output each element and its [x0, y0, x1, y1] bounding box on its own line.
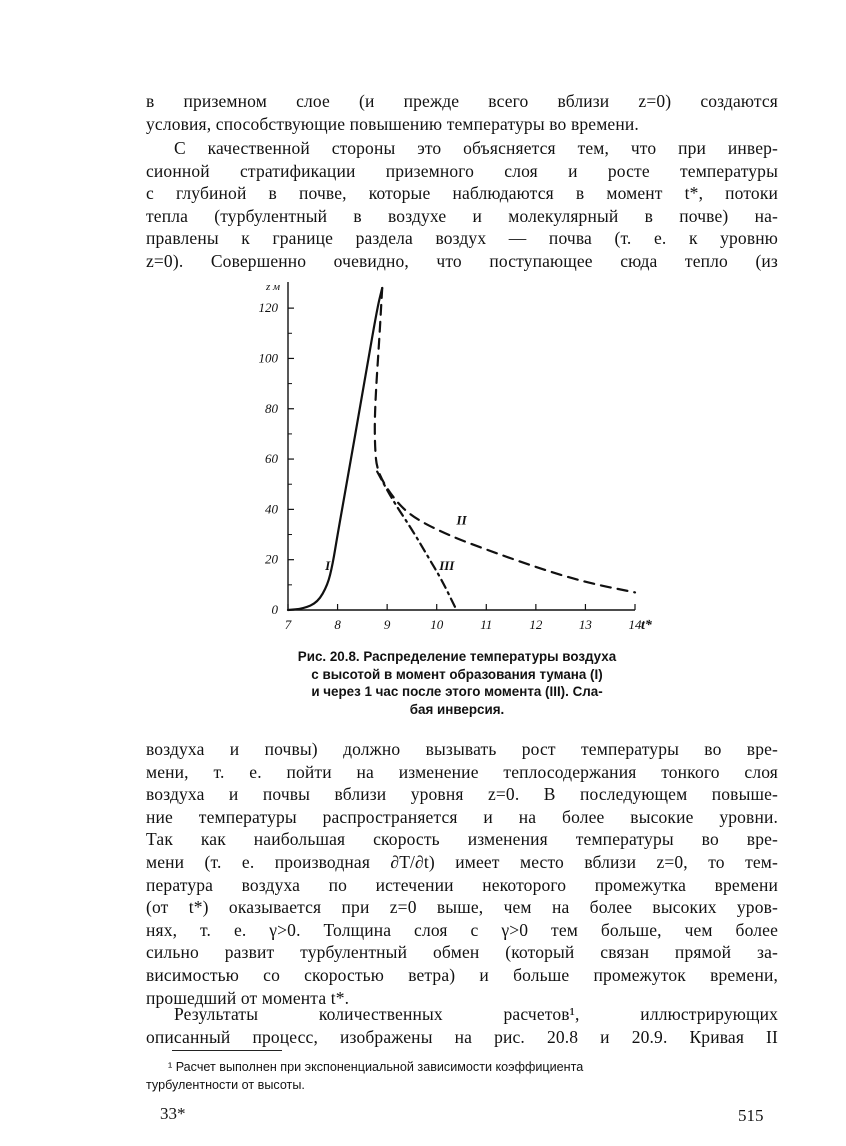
text-line: правлены к границе раздела воздух — почва (т. е. к уровню	[146, 228, 778, 249]
text-line: в приземном слое (и прежде всего вблизи z=0) создаются	[146, 91, 778, 111]
text-line: описанный процесс, изображены на рис. 20.8 и 20.9. Кривая II	[146, 1026, 778, 1047]
text-line: тепла (турбулентный в воздухе и молекулярный в почве) на-	[146, 205, 778, 226]
x-axis-label: t*	[641, 618, 652, 633]
y-tick-label: 0	[271, 602, 278, 617]
chart-labels	[265, 281, 653, 633]
text-line: (от t*) оказывается при z=0 выше, чем на более высоких уров-	[146, 897, 778, 918]
curve-label-III: III	[439, 557, 455, 573]
text-line: мени, т. е. пойти на изменение теплосодержания тонкого слоя	[146, 761, 778, 782]
text-line: сионной стратификации приземного слоя и росте температуры	[146, 160, 778, 181]
text-line: Результаты количественных расчетов¹, иллюстрирующих	[174, 1004, 778, 1024]
x-tick-label: 12	[529, 617, 543, 632]
curve-label-I: I	[325, 557, 331, 573]
chart-curves	[288, 288, 635, 610]
y-axis-label: z м	[266, 281, 281, 293]
x-tick-label: 9	[383, 617, 391, 632]
footnote	[146, 1058, 778, 1094]
chart-axes	[288, 282, 635, 610]
text-line: условия, способствующие повышению температуры во времени.	[146, 113, 639, 134]
y-tick-label: 120	[258, 300, 278, 316]
caption-line: бая инверсия.	[409, 701, 505, 717]
caption-line: с высотой в момент образования тумана (I)	[311, 666, 603, 682]
y-tick-label: 40	[265, 501, 278, 517]
text-line: ние температуры распространяется и на более высокие уровни.	[146, 806, 778, 827]
text-line: воздуха и почвы вблизи уровня z=0. В последующем повыше-	[146, 784, 778, 805]
text-line: нях, т. е. γ>0. Толщина слоя с γ>0 тем больше, чем более	[146, 919, 778, 940]
text-line: пература воздуха по истечении некоторого промежутка времени	[146, 874, 778, 895]
text-line: Так как наибольшая скорость изменения температуры во вре-	[146, 829, 778, 850]
y-tick-label: 20	[265, 551, 278, 567]
text-line: воздуха и почвы) должно вызывать рост температуры во вре-	[146, 739, 778, 759]
paragraph-fourth	[146, 1003, 778, 1048]
x-tick-label: 10	[430, 617, 444, 632]
x-tick-label: 14	[628, 617, 642, 632]
paragraph-top	[146, 90, 778, 135]
footnote-line: турбулентности от высоты.	[146, 1078, 305, 1092]
paragraph-second	[146, 137, 778, 273]
text-line: висимостью со скоростью ветра) и больше промежуток времени,	[146, 964, 778, 985]
text-line: с глубиной в почве, которые наблюдаются в момент t*, потоки	[146, 183, 778, 204]
text-line: z=0). Совершенно очевидно, что поступающее сюда тепло (из	[146, 250, 778, 271]
series-I-line	[288, 288, 382, 610]
caption-line: и через 1 час после этого момента (III). Сла-	[311, 684, 603, 700]
figure-caption	[262, 648, 652, 718]
text-line: мени (т. е. производная ∂T/∂t) имеет место вблизи z=0, то тем-	[146, 851, 778, 872]
figure-20-8-chart	[240, 276, 660, 636]
y-tick-label: 80	[265, 400, 278, 416]
text-line: С качественной стороны это объясняется тем, что при инвер-	[174, 138, 778, 158]
paragraph-third	[146, 738, 778, 1009]
footnote-line: ¹ Расчет выполнен при экспоненциальной зависимости коэффициента	[168, 1060, 584, 1074]
text-line: прошедший от момента t*.	[146, 987, 350, 1008]
text-line: сильно развит турбулентный обмен (который связан прямой за-	[146, 942, 778, 963]
footnote-rule	[172, 1050, 282, 1051]
caption-line: Рис. 20.8. Распределение температуры воздуха	[297, 649, 617, 664]
x-tick-label: 13	[578, 617, 592, 632]
series-II-line	[375, 288, 635, 592]
page-number: 515	[738, 1106, 764, 1125]
x-tick-label: 11	[480, 617, 493, 632]
signature-mark: 33*	[160, 1104, 186, 1123]
x-tick-label: 8	[334, 617, 341, 632]
x-tick-label: 7	[284, 617, 292, 632]
curve-label-II: II	[456, 512, 467, 528]
y-tick-label: 100	[258, 350, 278, 366]
y-tick-label: 60	[265, 451, 278, 467]
series-III-line	[377, 472, 456, 610]
